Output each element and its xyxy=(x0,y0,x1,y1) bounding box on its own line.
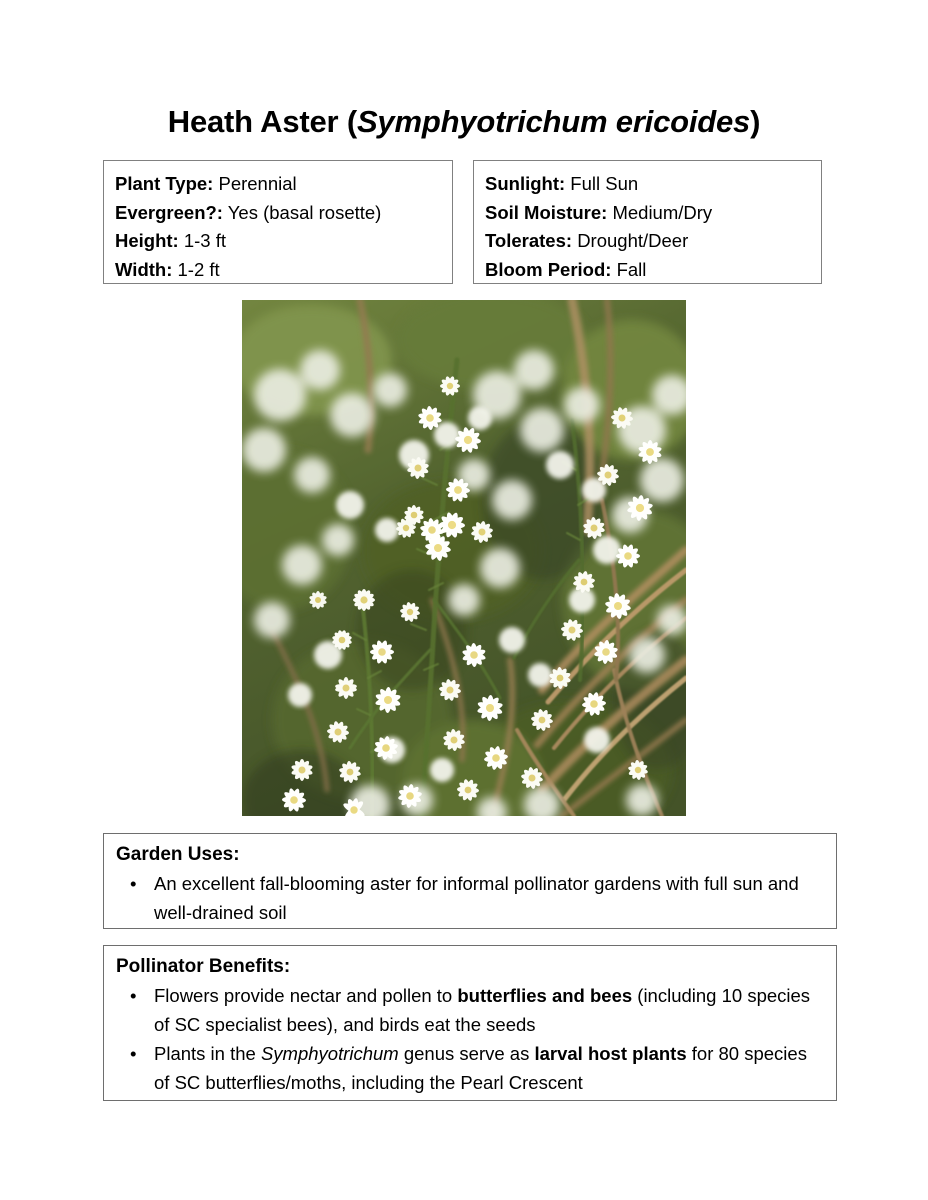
fact-key-evergreen: Evergreen?: xyxy=(115,201,223,223)
fact-row-bloom-period xyxy=(485,256,821,285)
fact-value-plant-type: Perennial xyxy=(218,173,297,194)
plant-attributes-box-right xyxy=(473,160,822,284)
fact-row-sunlight xyxy=(485,170,821,199)
fact-value-evergreen: Yes (basal rosette) xyxy=(227,201,382,223)
fact-row-soil-moisture xyxy=(485,199,821,228)
bullet-icon: • xyxy=(130,985,137,1006)
title-closing-paren: ) xyxy=(750,104,761,139)
fact-value-soil-moisture: Medium/Dry xyxy=(612,201,713,223)
plant-photograph xyxy=(242,300,686,816)
fact-key-soil-moisture: Soil Moisture: xyxy=(485,201,608,223)
pollinator-benefits-section xyxy=(103,945,837,1101)
garden-uses-heading: Garden Uses: xyxy=(116,844,240,865)
fact-value-height: 1-3 ft xyxy=(183,230,227,251)
pollinator-benefits-heading: Pollinator Benefits: xyxy=(116,956,291,977)
fact-row-width xyxy=(115,256,452,285)
garden-uses-bullet-text: An excellent fall-blooming aster for informal pollinator gardens with full sun and well-drained soil xyxy=(154,873,799,923)
fact-value-width: 1-2 ft xyxy=(177,258,220,280)
fact-key-width: Width: xyxy=(115,258,173,280)
plant-photograph-illustration xyxy=(242,300,686,816)
fact-value-tolerates: Drought/Deer xyxy=(577,230,689,251)
fact-row-evergreen xyxy=(115,199,452,228)
fact-row-tolerates xyxy=(485,227,821,256)
pollinator-bullet-2-text: Plants in the Symphyotrichum genus serve as larval host plants for 80 species of SC butterflies/moths, including the Pearl Crescent xyxy=(154,1043,807,1093)
fact-row-plant-type xyxy=(115,170,452,199)
fact-value-sunlight: Full Sun xyxy=(570,173,639,194)
plant-attributes-box-left xyxy=(103,160,453,284)
pollinator-bullet-2 xyxy=(116,1039,824,1097)
fact-key-height: Height: xyxy=(115,230,179,251)
fact-row-height xyxy=(115,227,452,256)
page-title xyxy=(0,104,928,140)
fact-key-tolerates: Tolerates: xyxy=(485,230,573,251)
pollinator-bullet-1 xyxy=(116,981,824,1039)
bullet-icon: • xyxy=(130,1043,137,1064)
fact-value-bloom-period: Fall xyxy=(616,258,647,280)
bullet-icon: • xyxy=(130,873,137,894)
pollinator-benefits-list xyxy=(116,981,824,1097)
fact-key-plant-type: Plant Type: xyxy=(115,173,214,194)
fact-key-sunlight: Sunlight: xyxy=(485,173,566,194)
garden-uses-list xyxy=(116,869,824,927)
title-common-name: Heath Aster ( xyxy=(167,104,357,139)
fact-key-bloom-period: Bloom Period: xyxy=(485,258,612,280)
garden-uses-section xyxy=(103,833,837,929)
pollinator-bullet-1-text: Flowers provide nectar and pollen to butterflies and bees (including 10 species of SC specialist bees), and birds eat the seeds xyxy=(154,985,811,1035)
garden-uses-bullet xyxy=(116,869,824,927)
title-scientific-name: Symphyotrichum ericoides xyxy=(356,104,751,139)
